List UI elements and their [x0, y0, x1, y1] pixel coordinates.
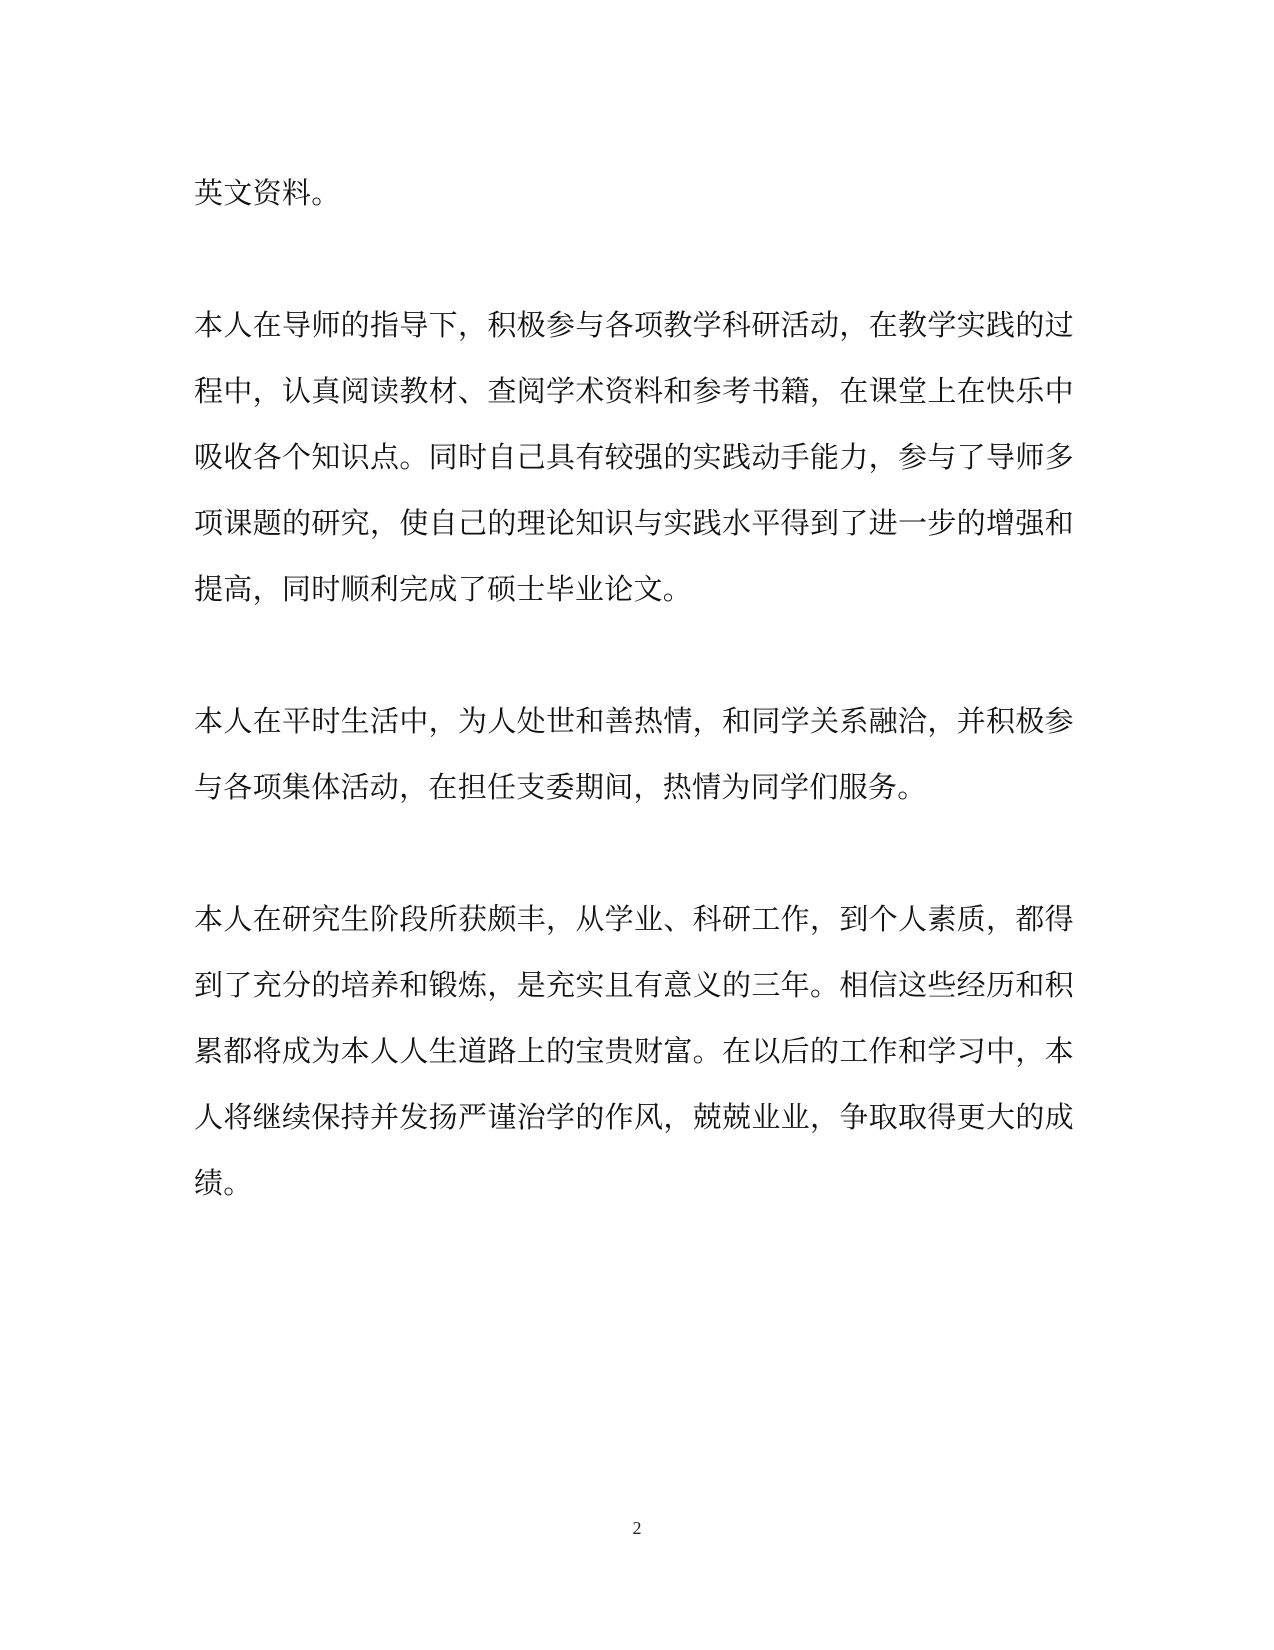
paragraph-summary: 本人在研究生阶段所获颇丰，从学业、科研工作，到个人素质，都得到了充分的培养和锻炼，是充实且有意义的三年。相信这些经历和积累都将成为本人人生道路上的宝贵财富。在以后的工作和学习中，本人将继续保持并发扬严谨治学的作风，兢兢业业，争取取得更大的成绩。: [194, 902, 1074, 1200]
paragraph-continuation: 英文资料。: [194, 176, 341, 210]
paragraph-personal-life: 本人在平时生活中，为人处世和善热情，和同学关系融洽，并积极参与各项集体活动，在担任支委期间，热情为同学们服务。: [194, 704, 1074, 804]
page-number: 2: [632, 1518, 642, 1538]
paragraph-academic-research: 本人在导师的指导下，积极参与各项教学科研活动，在教学实践的过程中，认真阅读教材、查阅学术资料和参考书籍，在课堂上在快乐中吸收各个知识点。同时自己具有较强的实践动手能力，参与了导师多项课题的研究，使自己的理论知识与实践水平得到了进一步的增强和提高，同时顺利完成了硕士毕业论文。: [194, 308, 1074, 606]
document-body: [194, 160, 1074, 1216]
